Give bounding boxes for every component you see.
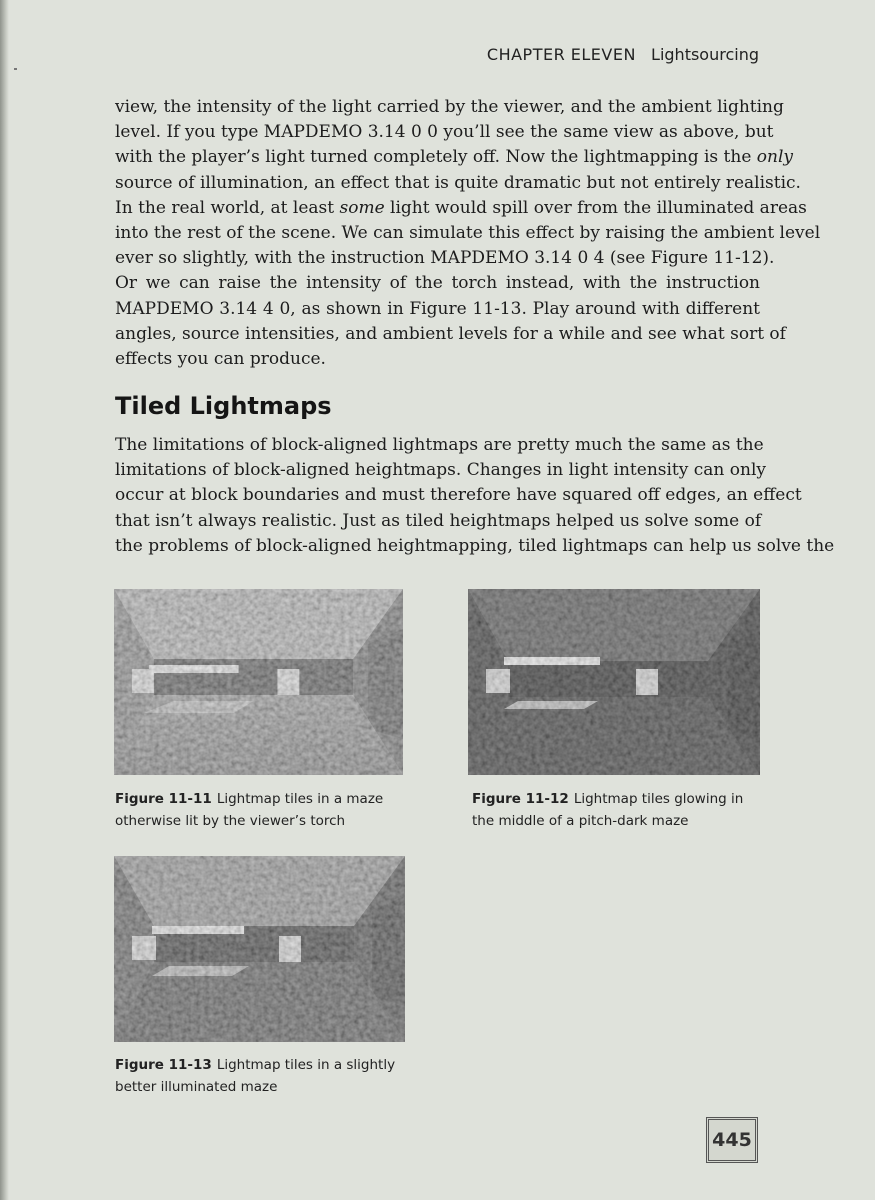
caption-text: the middle of a pitch-dark maze xyxy=(472,813,689,829)
page-edge-mark xyxy=(14,68,17,70)
caption-text: otherwise lit by the viewer’s torch xyxy=(115,813,346,829)
running-header xyxy=(487,45,759,64)
text-line: view, the intensity of the light carried by the viewer, and the ambient lighting xyxy=(115,97,784,117)
text-run: with the player’s light turned completely off. Now the lightmapping is the xyxy=(115,147,757,168)
figure-label: Figure 11-12 xyxy=(472,791,569,807)
text-line: MAPDEMO 3.14 4 0, as shown in Figure 11-13. Play around with different xyxy=(115,298,760,319)
chapter-title: CHAPTER ELEVEN xyxy=(486,45,636,64)
caption-text: Lightmap tiles in a slightly xyxy=(216,1057,396,1073)
text-line: that isn’t always realistic. Just as tiled heightmaps helped us solve some of xyxy=(115,510,762,531)
text-run: In the real world, at least xyxy=(115,197,340,218)
section-heading: Tiled Lightmaps xyxy=(115,392,332,420)
text-line: limitations of block-aligned heightmaps. Changes in light intensity can only xyxy=(115,460,766,481)
text-line: into the rest of the scene. We can simulate this effect by raising the ambient level xyxy=(115,223,821,244)
figure-label: Figure 11-13 xyxy=(115,1057,212,1073)
text-line: occur at block boundaries and must therefore have squared off edges, an effect xyxy=(115,485,802,506)
text-line: The limitations of block-aligned lightmaps are pretty much the same as the xyxy=(115,435,764,455)
figure-11-11-image xyxy=(114,589,403,775)
text-run: light would spill over from the illuminated areas xyxy=(384,197,807,218)
figure-11-13-image xyxy=(114,856,405,1042)
emphasis-only: only xyxy=(756,147,794,168)
figure-label: Figure 11-11 xyxy=(115,791,212,807)
text-line: effects you can produce. xyxy=(115,349,326,370)
caption-text: Lightmap tiles glowing in xyxy=(573,791,744,807)
section-title: Lightsourcing xyxy=(651,45,759,64)
text-line xyxy=(115,145,794,170)
figure-11-11-caption xyxy=(115,788,415,832)
body-paragraph-2 xyxy=(115,433,835,559)
book-spine-shadow xyxy=(0,0,9,1200)
body-paragraph-1 xyxy=(115,95,821,372)
figure-11-12-image xyxy=(468,589,760,775)
text-line: the problems of block-aligned heightmapping, tiled lightmaps can help us solve the xyxy=(115,535,835,556)
emphasis-some: some xyxy=(339,197,385,218)
text-line: source of illumination, an effect that is quite dramatic but not entirely realistic. xyxy=(115,172,801,193)
caption-text: Lightmap tiles in a maze xyxy=(216,791,384,807)
page-number: 445 xyxy=(706,1117,758,1163)
text-line: ever so slightly, with the instruction MAPDEMO 3.14 0 4 (see Figure 11-12). xyxy=(115,248,775,269)
text-line: angles, source intensities, and ambient levels for a while and see what sort of xyxy=(115,323,786,344)
text-line: Or we can raise the intensity of the torch instead, with the instruction xyxy=(115,273,760,294)
text-line xyxy=(115,196,807,221)
figure-11-13-caption xyxy=(115,1054,415,1098)
text-line: level. If you type MAPDEMO 3.14 0 0 you’ll see the same view as above, but xyxy=(115,122,774,143)
figure-11-12-caption xyxy=(472,788,772,832)
caption-text: better illuminated maze xyxy=(115,1079,278,1095)
